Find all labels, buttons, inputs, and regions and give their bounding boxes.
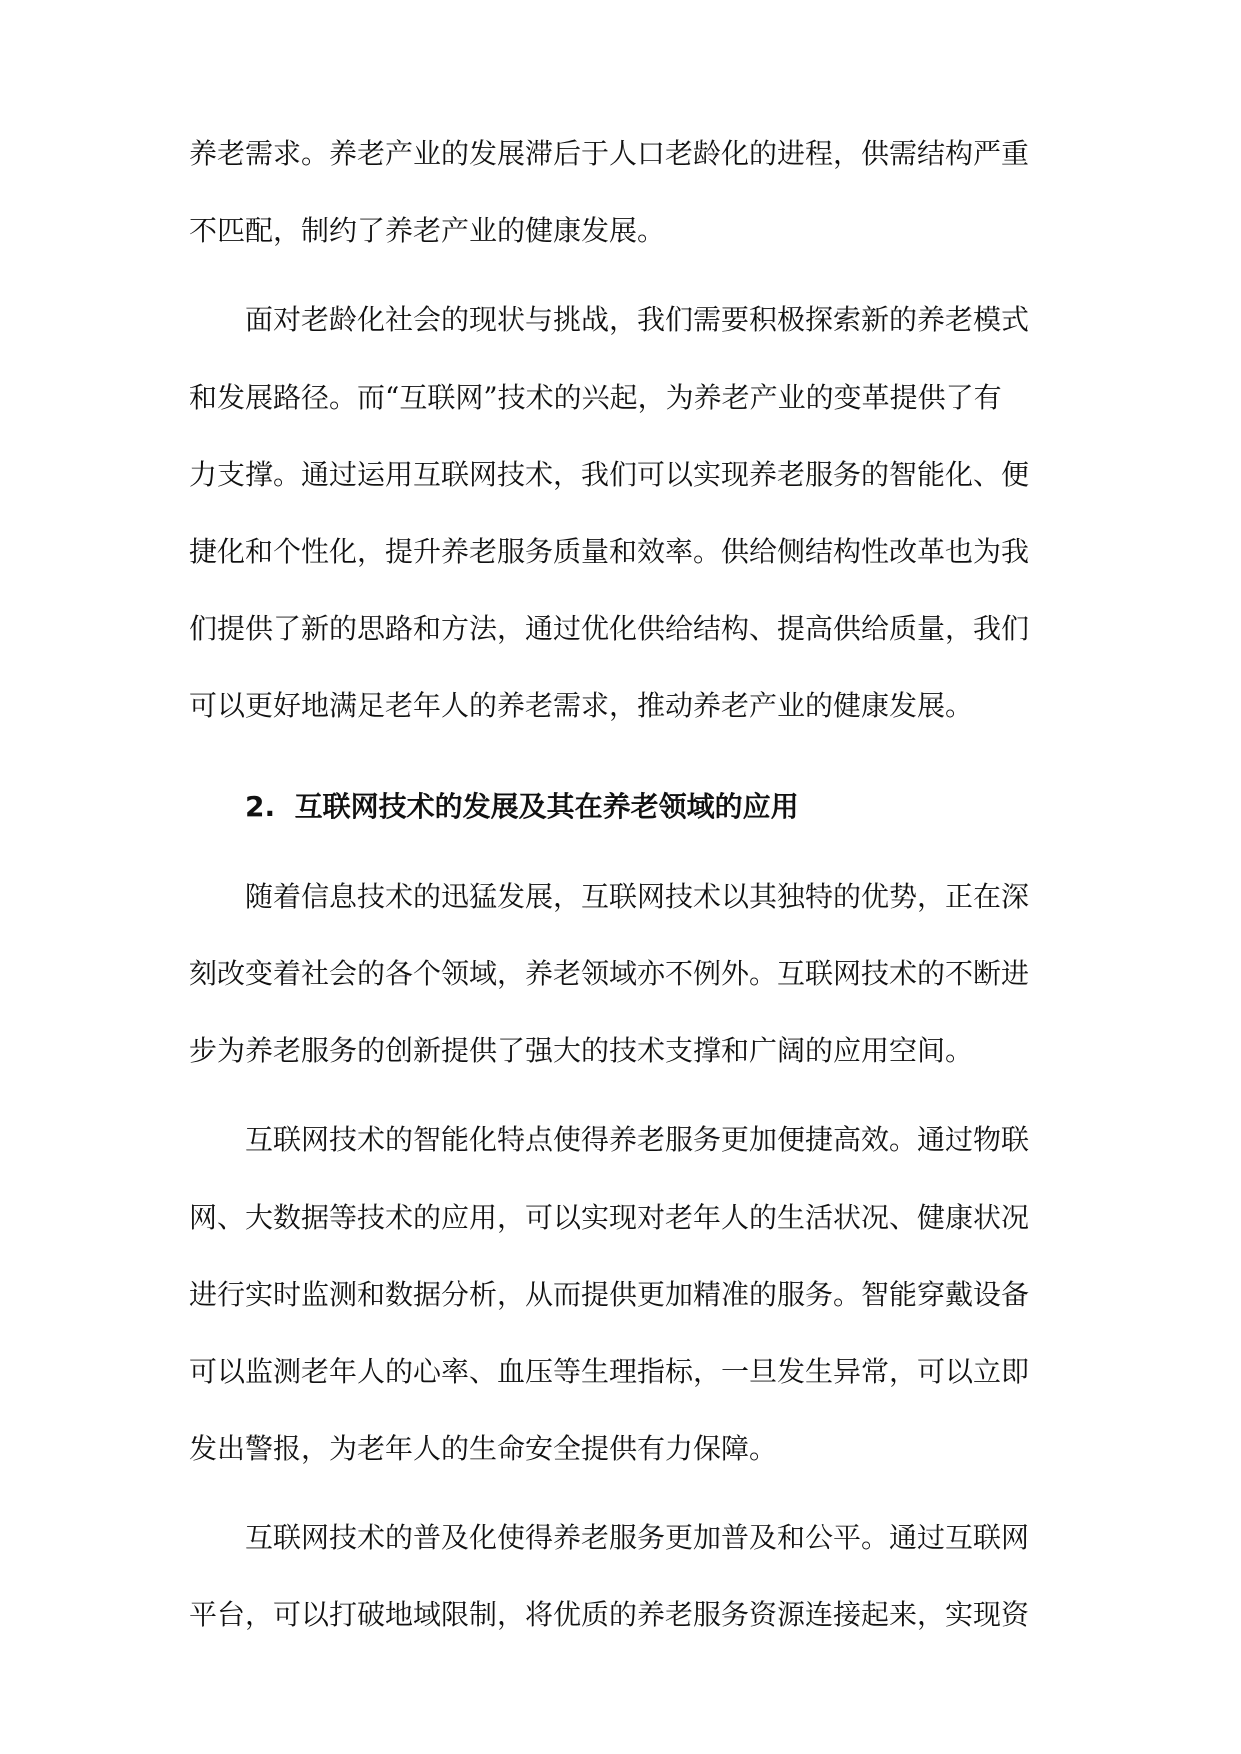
paragraph-line: 发出警报，为老年人的生命安全提供有力保障。 [189, 1432, 778, 1465]
paragraph-line: 互联网技术的普及化使得养老服务更加普及和公平。通过互联网 [245, 1521, 1030, 1554]
paragraph-line: 们提供了新的思路和方法，通过优化供给结构、提高供给质量，我们 [189, 612, 1030, 645]
paragraph-line: 捷化和个性化，提升养老服务质量和效率。供给侧结构性改革也为我 [189, 535, 1030, 568]
paragraph-line: 和发展路径。而“互联网”技术的兴起，为养老产业的变革提供了有 [189, 381, 1002, 414]
paragraph-line: 可以监测老年人的心率、血压等生理指标，一旦发生异常，可以立即 [189, 1355, 1030, 1388]
paragraph-line: 面对老龄化社会的现状与挑战，我们需要积极探索新的养老模式 [245, 303, 1030, 336]
paragraph-line: 养老需求。养老产业的发展滞后于人口老龄化的进程，供需结构严重 [189, 137, 1030, 170]
paragraph-line: 网、大数据等技术的应用，可以实现对老年人的生活状况、健康状况 [189, 1201, 1030, 1234]
paragraph-line: 不匹配，制约了养老产业的健康发展。 [189, 214, 666, 247]
paragraph-line: 刻改变着社会的各个领域，养老领域亦不例外。互联网技术的不断进 [189, 957, 1030, 990]
paragraph-line: 随着信息技术的迅猛发展，互联网技术以其独特的优势，正在深 [245, 880, 1030, 913]
paragraph-line: 互联网技术的智能化特点使得养老服务更加便捷高效。通过物联 [245, 1123, 1030, 1156]
section-heading: 2. 互联网技术的发展及其在养老领域的应用 [245, 790, 799, 823]
paragraph-line: 可以更好地满足老年人的养老需求，推动养老产业的健康发展。 [189, 689, 974, 722]
paragraph-line: 步为养老服务的创新提供了强大的技术支撑和广阔的应用空间。 [189, 1034, 974, 1067]
paragraph-line: 力支撑。通过运用互联网技术，我们可以实现养老服务的智能化、便 [189, 458, 1030, 491]
paragraph-line: 平台，可以打破地域限制，将优质的养老服务资源连接起来，实现资 [189, 1598, 1030, 1631]
paragraph-line: 进行实时监测和数据分析，从而提供更加精准的服务。智能穿戴设备 [189, 1278, 1030, 1311]
